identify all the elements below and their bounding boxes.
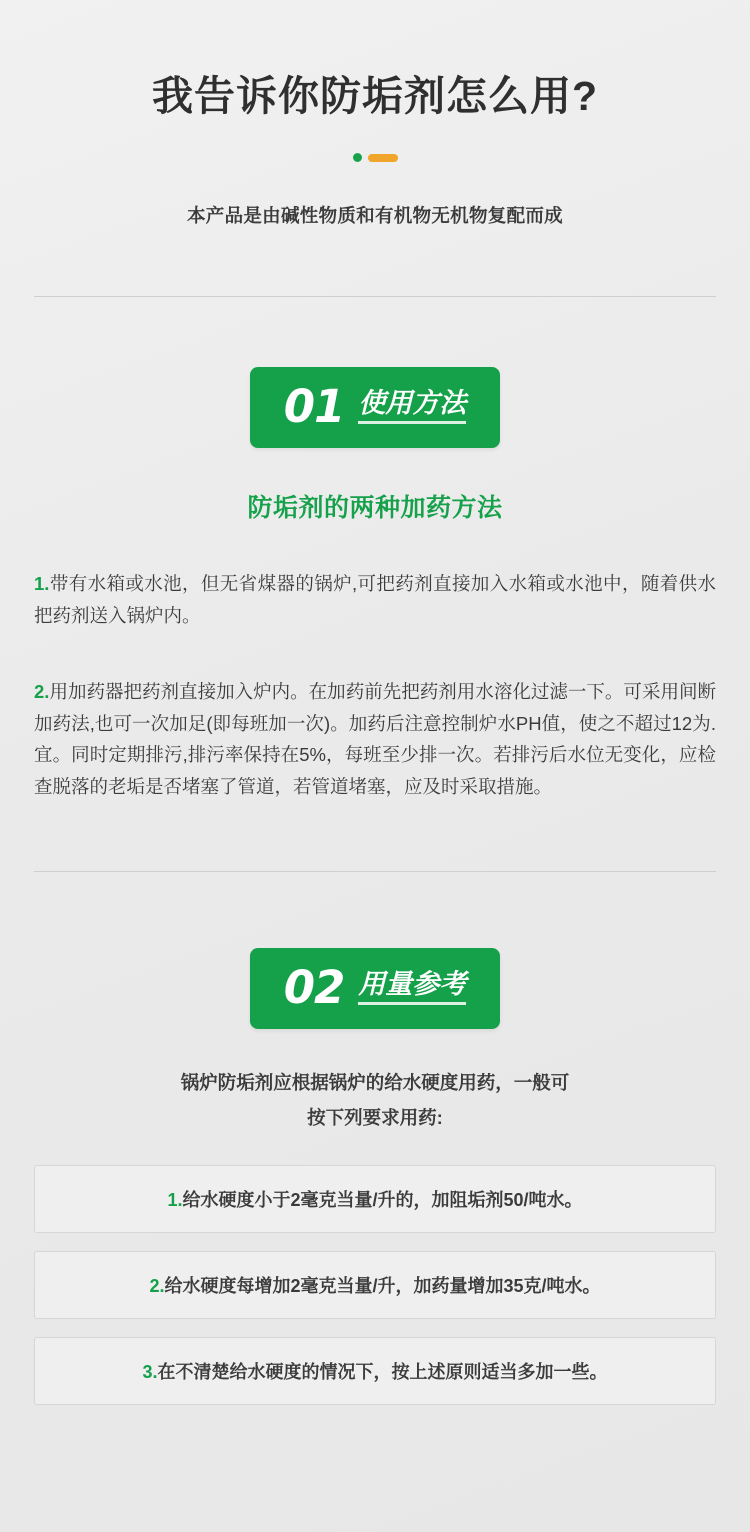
title-ornament bbox=[34, 153, 716, 162]
green-dot-icon bbox=[353, 153, 362, 162]
callout-3-text: 在不清楚给水硬度的情况下，按上述原则适当多加一些。 bbox=[157, 1362, 608, 1383]
section-02-label: 用量参考 bbox=[358, 971, 466, 1005]
paragraph-2-text: 用加药器把药剂直接加入炉内。在加药前先把药剂用水溶化过滤一下。可采用间断加药法,也可一次加足(即每班加一次)。加药后注意控制炉水PH值，使之不超过12为.宜。同时定期排污,排污率保持在5%，每班至少排一次。若排污后水位无变化，应检查脱落的老垢是否堵塞了管道，若管道堵塞，应及时采取措施。 bbox=[34, 680, 716, 798]
list-item bbox=[34, 1251, 716, 1319]
section-01-number: 01 bbox=[283, 380, 345, 434]
dosage-callout-list bbox=[34, 1165, 716, 1405]
paragraph-2-index: 2. bbox=[34, 680, 50, 702]
section-02-lead-line-1: 锅炉防垢剂应根据锅炉的给水硬度用药，一般可 bbox=[180, 1072, 570, 1094]
section-02-number: 02 bbox=[283, 961, 345, 1015]
section-02-lead bbox=[34, 1065, 716, 1135]
section-01-label: 使用方法 bbox=[358, 390, 466, 424]
section-01-heading: 防垢剂的两种加药方法 bbox=[247, 494, 503, 523]
orange-bar-icon bbox=[368, 154, 398, 162]
section-02-lead-line-2: 按下列要求用药: bbox=[307, 1107, 443, 1129]
callout-3-index: 3. bbox=[142, 1362, 158, 1383]
section-01-paragraph-1 bbox=[34, 568, 716, 632]
callout-1-index: 1. bbox=[167, 1190, 183, 1211]
section-02-badge bbox=[250, 948, 501, 1029]
list-item bbox=[34, 1337, 716, 1405]
callout-2-index: 2. bbox=[149, 1276, 165, 1297]
paragraph-1-text: 带有水箱或水池，但无省煤器的锅炉,可把药剂直接加入水箱或水池中，随着供水把药剂送入锅炉内。 bbox=[34, 573, 716, 626]
list-item bbox=[34, 1165, 716, 1233]
bottom-spacer bbox=[34, 1423, 716, 1493]
page-subtitle: 本产品是由碱性物质和有机物无机物复配而成 bbox=[186, 205, 563, 227]
callout-2-text: 给水硬度每增加2毫克当量/升，加药量增加35克/吨水。 bbox=[164, 1276, 601, 1297]
section-01-paragraph-2 bbox=[34, 676, 716, 803]
section-01-badge bbox=[250, 367, 501, 448]
callout-1-text: 给水硬度小于2毫克当量/升的，加阻垢剂50/吨水。 bbox=[182, 1190, 583, 1211]
section-01-badge-wrap bbox=[34, 367, 716, 448]
page-title: 我告诉你防垢剂怎么用? bbox=[151, 73, 599, 119]
section-02-badge-wrap bbox=[34, 948, 716, 1029]
paragraph-1-index: 1. bbox=[34, 573, 50, 595]
